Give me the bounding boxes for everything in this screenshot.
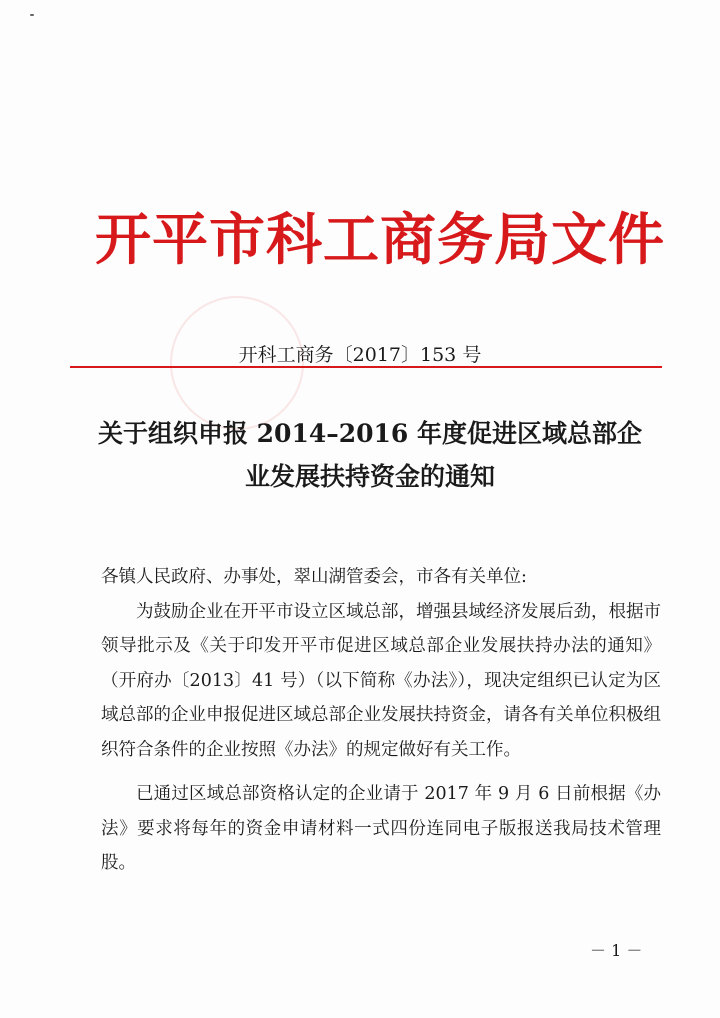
body-paragraph-1: 为鼓励企业在开平市设立区域总部，增强县域经济发展后劲，根据市领导批示及《关于印发开平市促进区域总部企业发展扶持办法的通知》（开府办〔2013〕41 号）（以下简称《办法》），现决定组织已认定为区域总部的企业申报促进区域总部企业发展扶持资金，请各有关单位积极组织符合条件的企业按照《办法》的规定做好有关工作。	[101, 601, 661, 760]
scan-speck	[30, 14, 34, 16]
notice-title-line-2: 业发展扶持资金的通知	[244, 462, 495, 491]
notice-title	[80, 412, 660, 498]
document-number: 开科工商务〔2017〕153 号	[238, 344, 482, 366]
page-number: － 1 －	[590, 941, 643, 960]
red-divider-line	[70, 366, 662, 368]
issuer-title: 开平市科工商务局文件	[95, 207, 665, 273]
body-paragraph-2: 已通过区域总部资格认定的企业请于 2017 年 9 月 6 日前根据《办法》要求将每年的资金申请材料一式四份连同电子版报送我局技术管理股。	[101, 784, 661, 873]
notice-body	[101, 560, 661, 881]
notice-title-line-1: 关于组织申报 2014–2016 年度促进区域总部企	[97, 419, 643, 448]
salutation: 各镇人民政府、办事处，翠山湖管委会，市各有关单位:	[101, 567, 527, 587]
